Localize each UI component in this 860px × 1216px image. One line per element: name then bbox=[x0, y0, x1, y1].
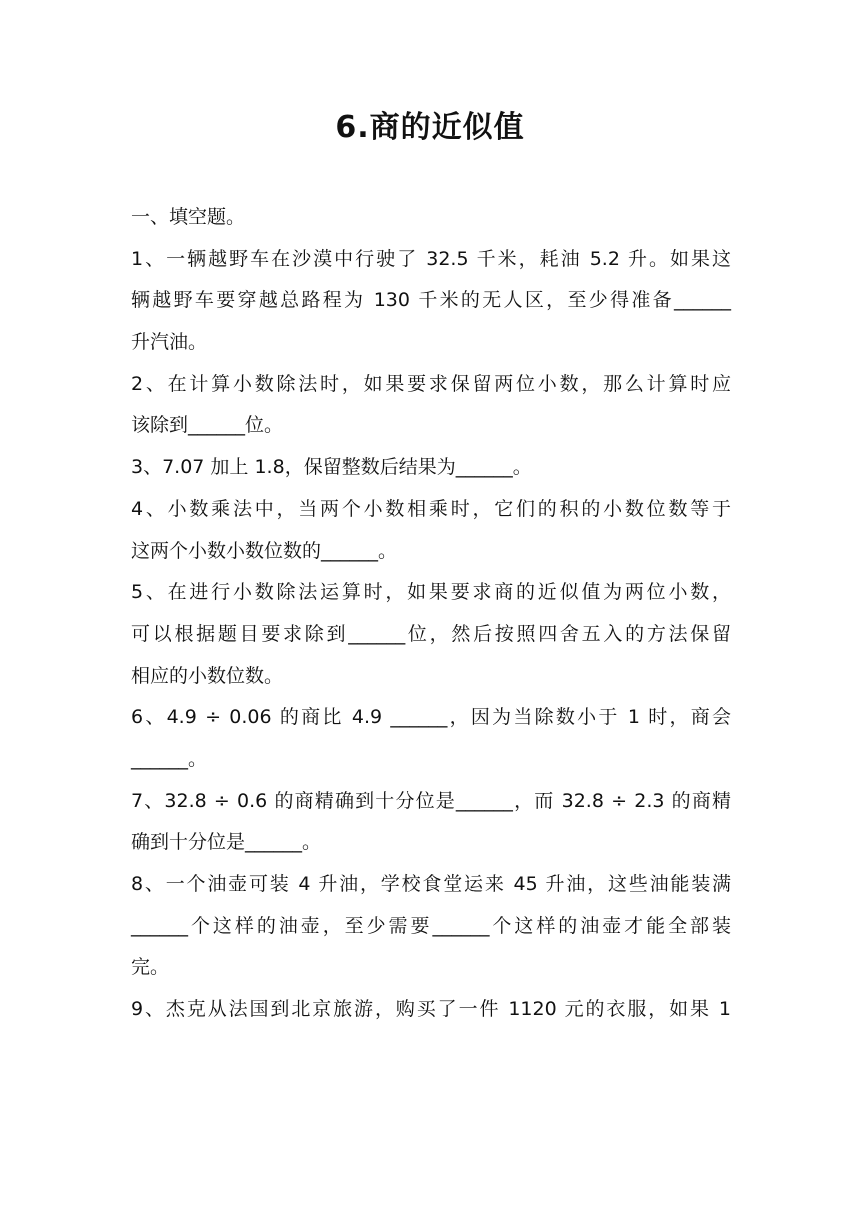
text-line: 8、一个油壶可装 4 升油，学校食堂运来 45 升油，这些油能装满 bbox=[131, 873, 731, 895]
text-line: 7、32.8 ÷ 0.6 的商精确到十分位是______，而 32.8 ÷ 2.3 的商精 bbox=[131, 789, 731, 812]
section-heading: 一、填空题。 bbox=[131, 206, 246, 228]
text-line: ______。 bbox=[131, 747, 208, 770]
text-line: 9、杰克从法国到北京旅游，购买了一件 1120 元的衣服，如果 1 bbox=[131, 998, 731, 1021]
worksheet-body bbox=[131, 197, 731, 1031]
text-line: 确到十分位是______。 bbox=[131, 831, 322, 854]
text-line: 可以根据题目要求除到______位，然后按照四舍五入的方法保留 bbox=[131, 622, 731, 645]
text-line: 升汽油。 bbox=[131, 331, 208, 354]
text-line: 4、小数乘法中，当两个小数相乘时，它们的积的小数位数等于 bbox=[131, 497, 731, 520]
text-line: 辆越野车要穿越总路程为 130 千米的无人区，至少得准备______ bbox=[131, 289, 731, 312]
text-line: 该除到______位。 bbox=[131, 414, 284, 437]
page-title: 6.商的近似值 bbox=[335, 110, 525, 145]
text-line: 完。 bbox=[131, 956, 170, 979]
text-line: 3、7.07 加上 1.8，保留整数后结果为______。 bbox=[131, 456, 532, 479]
text-line: 1、一辆越野车在沙漠中行驶了 32.5 千米，耗油 5.2 升。如果这 bbox=[131, 247, 731, 270]
text-line: 这两个小数小数位数的______。 bbox=[131, 539, 398, 562]
text-line: 5、在进行小数除法运算时，如果要求商的近似值为两位小数， bbox=[131, 581, 731, 604]
text-line: 6、4.9 ÷ 0.06 的商比 4.9 ______，因为当除数小于 1 时，商会 bbox=[131, 706, 731, 729]
text-line: 2、在计算小数除法时，如果要求保留两位小数，那么计算时应 bbox=[131, 372, 731, 395]
text-line: ______个这样的油壶，至少需要______个这样的油壶才能全部装 bbox=[131, 914, 731, 937]
text-line: 相应的小数位数。 bbox=[131, 664, 284, 687]
